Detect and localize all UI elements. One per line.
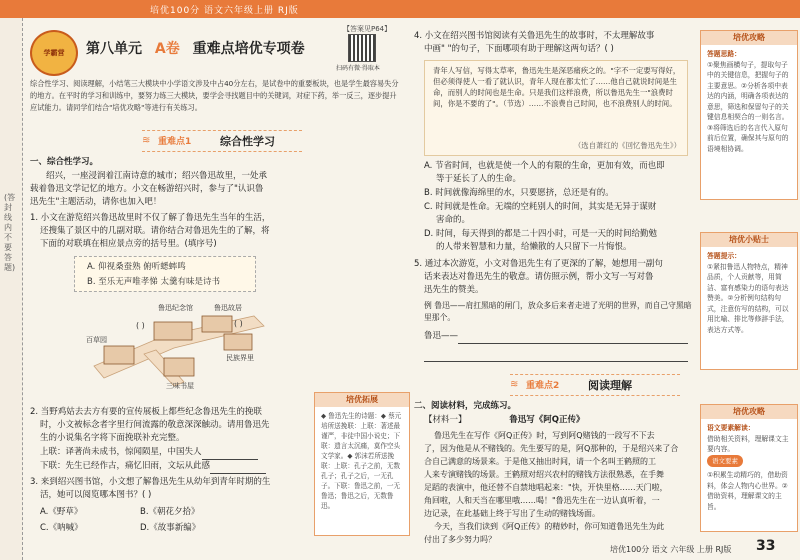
section-label: 重难点2 — [526, 381, 560, 391]
strategy-sidebar-1 — [700, 30, 798, 200]
qr-label: 扫码有微·得取本 — [336, 65, 380, 72]
sidebar-body — [701, 45, 797, 158]
option-b[interactable]: B. 时间就像海绵里的水，只要愿挤，总还是有的。 — [424, 188, 614, 198]
material-line: 角回啦，人和天当在哪里哦……喝！"鲁迅先生在一边认真听着，一 — [424, 496, 660, 505]
option-a[interactable]: A.《野草》 — [40, 507, 83, 517]
part-heading: 二、阅读材料，完成练习。 — [414, 401, 517, 411]
bracket-blank: ( ) — [234, 319, 243, 328]
question-line: 下面的对联填在相应景点旁的括号里。(填序号) — [40, 239, 217, 249]
material-line: 今天，当我们读到《阿Q正传》的精妙时，你可知道鲁迅先生为此 — [434, 522, 665, 531]
material-heading — [424, 414, 584, 427]
sidebar-body — [701, 419, 797, 516]
option-c[interactable]: C. 时间就是性命。无端的空耗别人的时间，其实是无异于谋财 — [424, 202, 657, 212]
question-line: 还搜集了景区中的几副对联。请你结合对鲁迅先生的了解，将 — [40, 226, 270, 236]
option-c[interactable]: C.《呐喊》 — [40, 523, 83, 533]
qr-code-icon[interactable] — [348, 34, 376, 62]
sidebar-subtitle: 答题提示： — [707, 252, 741, 260]
section-label: 重难点1 — [158, 137, 192, 147]
material-line: 边记录，在此基础上终于写出了生动的赌钱场面。 — [424, 509, 600, 518]
scenic-map — [84, 296, 274, 392]
option-b[interactable]: B.《朝花夕拾》 — [140, 507, 200, 517]
sidebar-text: ①聚焦画横句子，提取句子中的关键信息，把握句子的主要意思。②分析各项中表达的内涵，明确各项表达的意思，筛选和保留句子的关键信息相契合的一则名言。③将筛选后的名言代入原句前后位置，确保其与原句的语境相协调。 — [707, 60, 789, 153]
right-page — [410, 18, 800, 560]
material-line: 合自己满意的场景来。于是他又抽出时间，请一个名叫王鹤照的工 — [424, 457, 656, 466]
left-page — [24, 18, 410, 560]
volume-label: A卷 — [154, 41, 180, 57]
brand-logo: 学霸营 — [30, 30, 78, 76]
question-line: 迅先生的赞美。 — [424, 285, 484, 295]
answer-blank[interactable] — [424, 348, 688, 362]
option-line: 的人带来智慧和力量，给懒散的人只留下一片悔恨。 — [436, 242, 632, 252]
paper-title: 重难点培优专项卷 — [192, 41, 305, 57]
quote-text: 青年人写信，写得太草率，鲁迅先生是深恶痛疾之的。"字不一定要写得好，但必须得使人一看了就认识，青年人现在都太忙了……他自己就说时间是生命，而别人的时间也是生命。只是我们这样浪费，所以鲁迅先生一"浪费时间，你是不要的了"。（节选）……不浪费自己时间，也不浪费别人的时间。 — [433, 66, 681, 108]
wave-icon: ≋ — [142, 135, 151, 146]
paragraph-line: 迅先生"主题活动，请你也加入吧！ — [30, 197, 162, 207]
material-label: 【材料一】 — [424, 415, 467, 425]
question-2: 2. 当野鸡姑去去方有要的宣传展板上都些纪念鲁迅先生的挽联 — [30, 407, 262, 417]
material-line: 人来专演赌钱的场景。王鹤照对绍兴农村的赌钱方法很熟悉，在手舞 — [424, 470, 664, 479]
section-title: 阅读理解 — [588, 379, 632, 392]
strategy-sidebar-2 — [700, 404, 798, 532]
tips-sidebar — [700, 232, 798, 370]
section-banner-2 — [510, 374, 680, 396]
couplet-upper — [40, 446, 258, 460]
material-line: 付出了多少努力吗？ — [424, 535, 496, 544]
answer-blank[interactable] — [210, 460, 266, 474]
material-title: 鲁迅写《阿Q正传》 — [509, 415, 585, 425]
paragraph-line: 绍兴，一座浸润着江南诗意的城市；绍兴鲁迅故里，一处承 — [46, 171, 268, 181]
paragraph-line: 载着鲁迅文学记忆的地方。小文在畅游绍兴时，参与了"认识鲁 — [30, 184, 264, 194]
material-line: 足蹈的表演中，他还替不自禁地唱起来："快，开快里格……天门啦， — [424, 483, 668, 492]
question-line: 时，小文被标念者字里行间流露的敬意深深触动。请用鲁迅先 — [40, 420, 270, 430]
quote-excerpt — [424, 60, 688, 156]
answer-blank[interactable] — [458, 330, 688, 344]
part-heading: 一、综合性学习。 — [30, 157, 99, 167]
quote-source: （选自萧红的《回忆鲁迅先生》） — [573, 141, 681, 150]
section-banner-1 — [142, 130, 302, 152]
unit-title — [86, 38, 305, 58]
sidebar-title: 培优攻略 — [701, 31, 797, 45]
sidebar-subtitle: 答题思路： — [707, 50, 741, 58]
sidebar-title: 培优小贴士 — [701, 233, 797, 247]
answer-reference: 【答案见P64】 — [343, 25, 392, 33]
question-line: 中画" "的句子，下面哪项有助于理解这两句话？( ) — [424, 44, 614, 54]
option-a[interactable]: A. 节省时间，也就是使一个人的有限的生命，更加有效，而也即 — [424, 161, 665, 171]
option-d[interactable]: D.《故事新编》 — [140, 523, 201, 533]
option-d[interactable]: D. 时间，每天得到的都是二十四小时，可是一天的时间给勤勉 — [424, 229, 657, 239]
sidebar-text: 借助相关资料，理解课文主要内容。 — [707, 434, 789, 453]
question-line: 话来表达对鲁迅先生的敬意。请仿照示例，帮小文写一写对鲁 — [424, 272, 654, 282]
map-label: 百草园 — [86, 336, 107, 344]
material-line: 鲁迅先生在写作《阿Q正传》时，写到阿Q赌钱的一段写不下去 — [434, 431, 655, 440]
sidebar-body — [701, 247, 797, 339]
sidebar-text: ①积累生动精巧的，借助资料，体会人物内心世界。②借助资料，理解课文的主旨。 — [707, 471, 788, 511]
sidebar-subtitle: 语文要素解读： — [707, 424, 755, 432]
sidebar-text: ①紧扣鲁迅人物特点，精神品质，个人贡献等，用简洁、富有感染力的语句表达赞美。②分析例句结构句式，注意仿写的结构，可以用比喻、排比等修辞手法，表达方式等。 — [707, 262, 789, 334]
sidebar-title: 培优攻略 — [701, 405, 797, 419]
fill-line-2 — [424, 348, 688, 362]
map-label: 鲁迅故居 — [214, 304, 242, 312]
couplet-a: A. 仰视桑蚕熟 俯听蟋蟀鸣 — [87, 262, 186, 272]
element-badge: 语文要素 — [707, 455, 743, 468]
extension-sidebar — [314, 392, 410, 536]
material-line: 了，因为他是从不赌钱的。先生要写的是，阿Q那种的，于是绍兴来了合 — [424, 444, 679, 453]
page-header — [30, 25, 404, 72]
map-label: 民族界里 — [226, 354, 254, 362]
fill-prefix: 鲁迅—— — [424, 331, 459, 341]
couplet-box — [74, 256, 256, 292]
option-line: 等于延长了人的生命。 — [436, 174, 522, 184]
question-3: 3. 来到绍兴图书馆，小文想了解鲁迅先生从幼年到青年时期的生 — [30, 477, 271, 487]
fill-line — [424, 330, 688, 344]
couplet-b: B. 至乐无声唯孝悌 太羹有味是诗书 — [87, 277, 220, 287]
top-banner-text: 培优100分 语文六年级上册 RJ版 — [150, 6, 299, 16]
answer-blank[interactable] — [202, 446, 258, 460]
question-4: 4. 小文在绍兴图书馆阅读有关鲁迅先生的故事时，不太理解故事 — [414, 31, 655, 41]
question-5: 5. 通过本次游览，小文对鲁迅先生有了更深的了解，她想用一副句 — [414, 259, 663, 269]
sidebar-title: 培优拓展 — [315, 393, 409, 407]
map-label: 鲁迅纪念馆 — [158, 304, 193, 312]
couplet-lower — [40, 460, 266, 474]
section-title: 综合性学习 — [220, 135, 275, 148]
sidebar-body: ◆ 鲁迅先生的诗题：◆ 蔡元培所送挽联：上联：著述最谨严，非徒中国小说史；下联：遗言太沉痛，莫作空头文学家。◆ 郭沫若所送挽联：上联：孔子之前，无数孔子；孔子之后，一无孔子。下联：鲁迅之前，一无鲁迅；鲁迅之后，无数鲁迅。 — [321, 412, 402, 510]
map-label: 三味书屋 — [166, 382, 194, 390]
gutter-note: (答封线内不要答题) — [4, 193, 16, 272]
couplet-upper-text: 上联：译著尚未成书，惊闻陨星，中国失人 — [40, 447, 202, 457]
question-line: 生的小说集名字将下面挽联补充完整。 — [40, 433, 185, 443]
page-footer: 培优100分 语文 六年级 上册 RJ版 — [610, 545, 732, 554]
question-line: 活，她可以阅览哪本图书？( ) — [40, 490, 152, 500]
question-1: 1. 小文在游览绍兴鲁迅故里时不仅了解了鲁迅先生当年的生活， — [30, 213, 271, 223]
binding-gutter — [0, 18, 23, 560]
example-sentence: 例 鲁迅——肩扛黑暗的闸门，放众多后来者走进了光明的世界，而自己守黑暗里那个。 — [424, 301, 692, 322]
unit-label: 第八单元 — [86, 41, 142, 57]
top-banner — [0, 0, 800, 18]
intro-paragraph: 综合性学习、阅读理解，小结笔三大模块中小学语文涉及中占40分左右，是试卷中的重要板块，也是学生最容易失分的地方。在平时的学习和训练中，要努力练三大模块，要学会寻找题目中的关键词，对症下药，举一反三，逐步提升应试能力。请同学们结合"培优攻略"等进行有关练习。 — [30, 79, 399, 112]
wave-icon: ≋ — [510, 379, 519, 390]
page-number: 33 — [756, 538, 776, 554]
option-line: 害命的。 — [436, 215, 471, 225]
bracket-blank: ( ) — [136, 321, 145, 330]
couplet-lower-text: 下联：先生已经作古，痛忆旧雨，文坛从此感 — [40, 461, 211, 471]
